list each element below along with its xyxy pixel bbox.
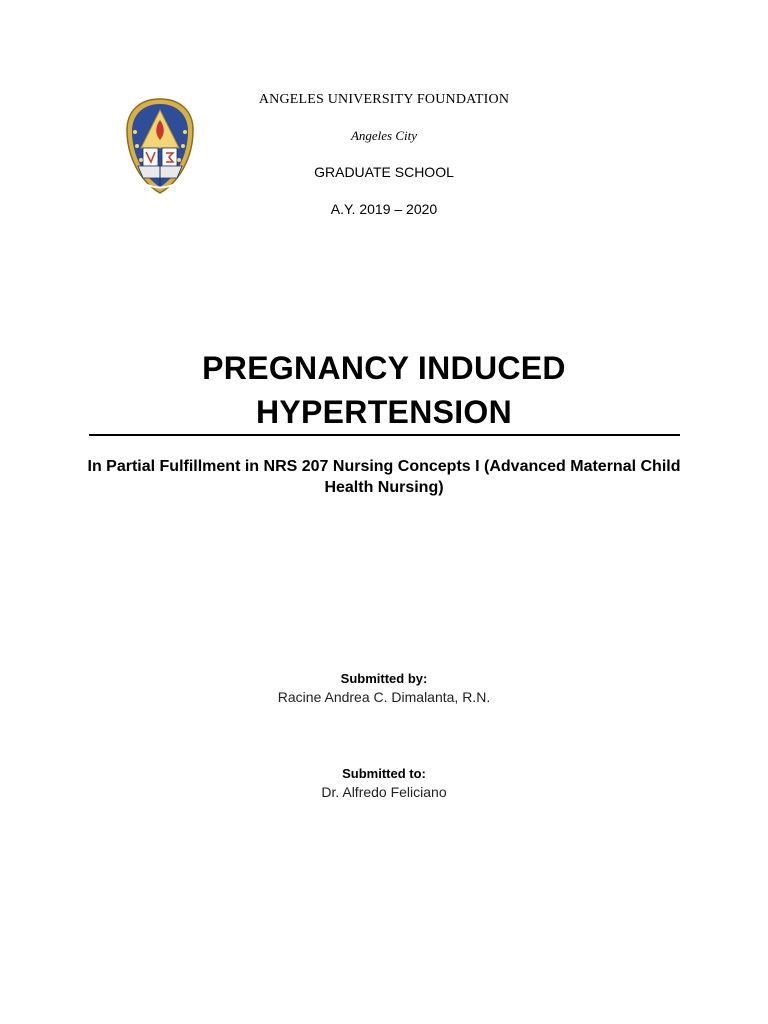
submitted-by-name: Racine Andrea C. Dimalanta, R.N. — [277, 689, 491, 705]
city-name: Angeles City — [350, 128, 418, 143]
academic-year: A.Y. 2019 – 2020 — [330, 201, 438, 217]
university-seal-icon — [121, 96, 199, 196]
document-title-line-1: PREGNANCY INDUCED — [202, 350, 566, 386]
title-divider — [89, 434, 680, 436]
submitted-to-name: Dr. Alfredo Feliciano — [321, 784, 447, 800]
submitted-to-label: Submitted to: — [342, 766, 426, 781]
school-name: GRADUATE SCHOOL — [314, 164, 454, 180]
document-subtitle: In Partial Fulfillment in NRS 207 Nursing Concepts I (Advanced Maternal Child Health Nursing) — [87, 458, 681, 496]
document-title — [0, 346, 768, 434]
submitted-by-label: Submitted by: — [340, 671, 428, 686]
university-name: ANGELES UNIVERSITY FOUNDATION — [258, 92, 510, 107]
document-title-line-2: HYPERTENSION — [255, 394, 513, 430]
